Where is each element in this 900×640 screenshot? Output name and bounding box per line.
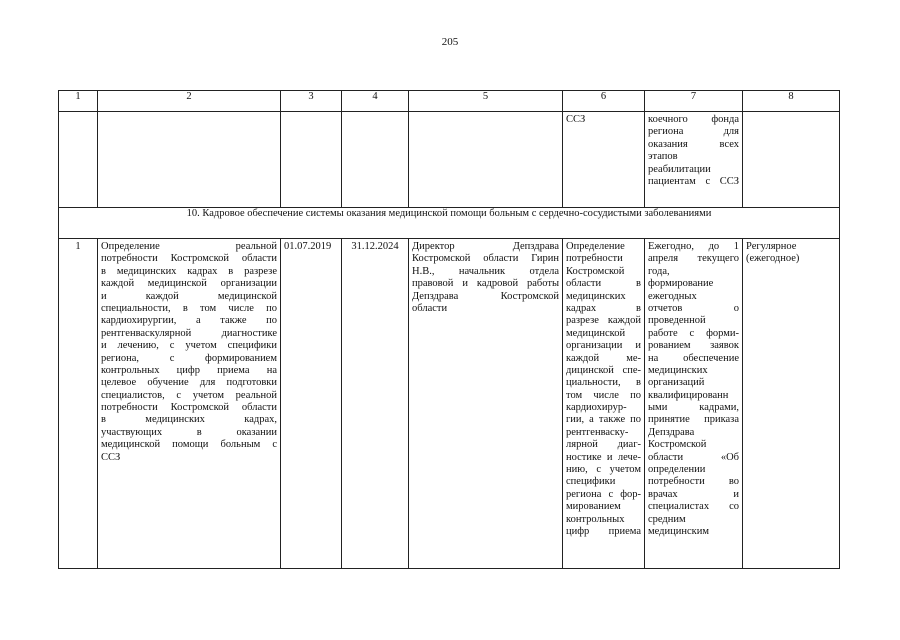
section-title: 10. Кадровое обеспечение системы оказания медицинской помощи больным с сердечно-сосудистыми заболеваниями [59, 208, 840, 239]
text-line: отчетов о [648, 302, 739, 314]
text-line: каждой медицинской организации [101, 278, 277, 290]
text-line: в медицинских кадрах в разрезе [101, 265, 277, 277]
text-line: медицинских [566, 290, 626, 302]
text-line: региона с фор- [566, 488, 641, 500]
continued-row [59, 112, 840, 208]
text-line: кардиохирур- [566, 402, 627, 414]
continued-col7 [645, 112, 742, 190]
text-line: Костромской [566, 265, 625, 277]
expected-result [563, 239, 644, 540]
section-row [59, 208, 840, 239]
text-line: области «Об [648, 451, 739, 463]
text-line: коечного фонда [648, 114, 739, 125]
text-line: специалистах со [648, 501, 739, 513]
text-line: Костромской области Гирин [412, 253, 559, 265]
text-line: реабилитации [648, 163, 711, 175]
text-line: потребности Костромской области [101, 253, 277, 265]
text-line: мированием [566, 501, 621, 513]
text-line: специфики [566, 476, 616, 488]
header-cell: 5 [409, 91, 563, 112]
frequency [743, 239, 839, 268]
text-line: проведенной [648, 315, 706, 327]
text-line: Ежегодно, до 1 [648, 241, 739, 252]
text-line: Определение реальной [101, 241, 277, 252]
control-indicator [645, 239, 742, 540]
text-line: пациентам с ССЗ [648, 175, 739, 187]
text-line: организации и [566, 340, 641, 352]
header-cell: 8 [743, 91, 840, 112]
text-line: рентгенваскулярной диагностике [101, 327, 277, 339]
text-line: и лечению, с учетом специфики [101, 340, 277, 352]
text-line: средним [648, 513, 686, 525]
text-line: дицинской спе- [566, 364, 641, 376]
text-line: медицинской помощи больным с [101, 439, 277, 451]
text-line: медицинских [648, 364, 708, 376]
text-line: лярной диаг- [566, 439, 641, 451]
text-line: участвующих в оказании [101, 426, 277, 438]
table-row [59, 239, 840, 569]
text-line: Костромской [648, 439, 707, 451]
text-line: организаций [648, 377, 705, 389]
start-date: 01.07.2019 [284, 241, 332, 252]
text-line: Директор Депздрава [412, 241, 559, 252]
text-line: (ежегодное) [746, 253, 800, 265]
text-line: кардиохирургии, а также по [101, 315, 277, 327]
text-line: принятие приказа [648, 414, 739, 426]
header-cell: 7 [645, 91, 743, 112]
plan-table [58, 90, 840, 569]
text-line: каждой ме- [566, 352, 641, 364]
row-number: 1 [75, 241, 81, 252]
text-line: региона для [648, 126, 739, 138]
text-line: на обеспечение [648, 352, 739, 364]
text-line: кадрах в [566, 302, 641, 314]
text-line: региона, с формированием [101, 352, 277, 364]
text-line: ежегодных [648, 290, 697, 302]
end-date: 31.12.2024 [351, 241, 399, 252]
header-cell: 6 [563, 91, 645, 112]
responsible-person [409, 239, 562, 317]
text-line: нию, с учетом [566, 464, 641, 476]
text-line: врачах и [648, 488, 739, 500]
text-line: разрезе каждой [566, 315, 641, 327]
text-line: области в [566, 278, 641, 290]
text-line: медицинской [566, 327, 626, 339]
text-line: оказания всех [648, 138, 739, 150]
text-line: Регулярное [746, 241, 797, 252]
text-line: гии, а также по [566, 414, 641, 426]
text-line: и каждой медицинской [101, 290, 277, 302]
text-line: квалифицированн [648, 389, 729, 401]
text-line: контрольных цифр приема на [101, 364, 277, 376]
text-line: потребности [566, 253, 623, 265]
text-line: в медицинских кадрах, [101, 414, 277, 426]
text-line: формирование [648, 278, 714, 290]
text-line: потребности во [648, 476, 739, 488]
page-number: 205 [441, 36, 459, 48]
text-line: года, [648, 265, 670, 277]
text-line: ССЗ [101, 451, 121, 463]
text-line: Определение [566, 241, 625, 252]
text-line: ыми кадрами, [648, 402, 739, 414]
text-line: рентгенваску- [566, 426, 629, 438]
continued-col6 [563, 112, 644, 128]
text-line: этапов [648, 151, 678, 163]
text-line: апреля текущего [648, 253, 739, 265]
header-cell: 4 [342, 91, 409, 112]
text-line: определении [648, 464, 706, 476]
text-line: рованием заявок [648, 340, 739, 352]
text-line: потребности Костромской области [101, 402, 277, 414]
text-line: ССЗ [566, 114, 586, 125]
text-line: целевое обучение для подготовки [101, 377, 277, 389]
text-line: цифр приема [566, 525, 641, 537]
text-line: ностике и лече- [566, 451, 641, 463]
text-line: работе с форми- [648, 327, 739, 339]
text-line: специальности, в том числе по [101, 302, 277, 314]
text-line: том числе по [566, 389, 641, 401]
text-line: специалистов, с учетом реальной [101, 389, 277, 401]
text-line: медицинским [648, 525, 710, 537]
measure-description [98, 239, 280, 466]
table-header-row [59, 91, 840, 112]
header-cell: 1 [59, 91, 98, 112]
text-line: Депздрава [648, 426, 695, 438]
header-cell: 2 [98, 91, 281, 112]
text-line: циальности, в [566, 377, 641, 389]
text-line: правовой и кадровой работы [412, 278, 559, 290]
text-line: Депздрава Костромской [412, 290, 559, 302]
text-line: контрольных [566, 513, 625, 525]
text-line: области [412, 302, 448, 314]
header-cell: 3 [281, 91, 342, 112]
text-line: Н.В., начальник отдела [412, 265, 559, 277]
